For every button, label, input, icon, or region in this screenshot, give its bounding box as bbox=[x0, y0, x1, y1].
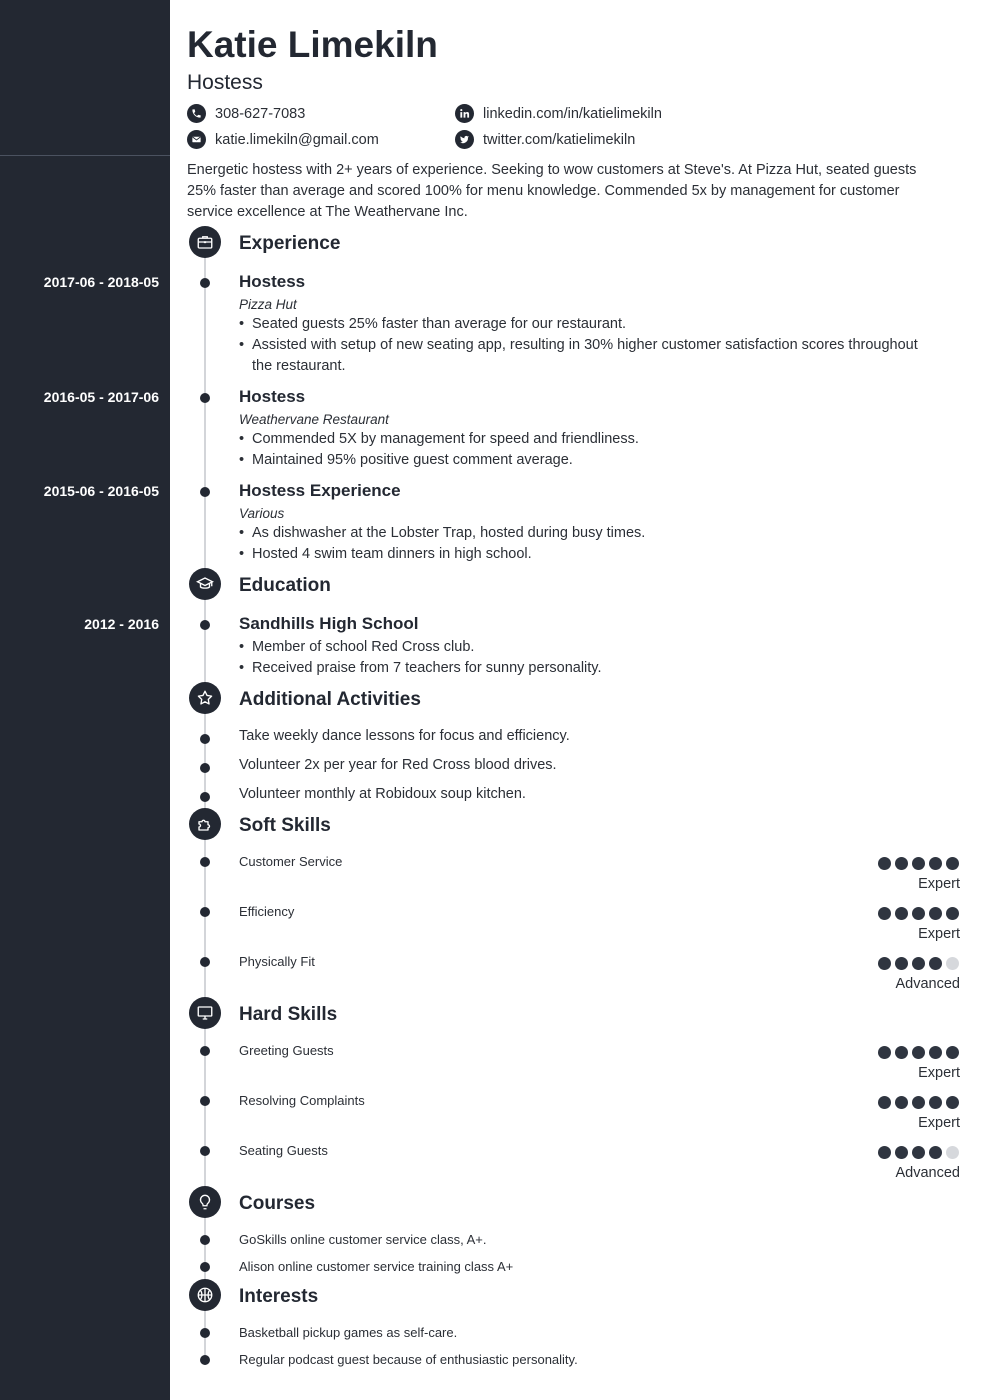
timeline-dot bbox=[200, 620, 210, 630]
interest-item-2: Regular podcast guest because of enthusiastic personality. bbox=[239, 1352, 578, 1367]
briefcase-icon bbox=[189, 226, 221, 258]
hard-skill-rating-2 bbox=[878, 1096, 959, 1109]
rating-dot-filled bbox=[912, 857, 925, 870]
experience-role-2: Hostess bbox=[239, 387, 306, 406]
sidebar-divider bbox=[0, 155, 170, 156]
list-item: • Member of school Red Cross club. bbox=[239, 637, 929, 658]
experience-date-2: 2016-05 - 2017-06 bbox=[43, 389, 159, 405]
timeline-dot bbox=[200, 1146, 210, 1156]
rating-dot-filled bbox=[929, 907, 942, 920]
soft-skill-name-1: Customer Service bbox=[239, 854, 343, 869]
list-item: • Commended 5X by management for speed and friendliness. bbox=[239, 429, 929, 450]
hard-skill-name-1: Greeting Guests bbox=[239, 1043, 334, 1058]
activity-item-2: Volunteer 2x per year for Red Cross blood drives. bbox=[239, 757, 557, 773]
rating-dot-filled bbox=[895, 857, 908, 870]
timeline-dot bbox=[200, 278, 210, 288]
experience-role-3: Hostess Experience bbox=[239, 481, 401, 500]
email-icon bbox=[187, 130, 206, 149]
profile-summary: Energetic hostess with 2+ years of experience. Seeking to wow customers at Steve's. At Pizza Hut, seated guests 25% faster than average and scored 100% for menu knowledge. Commended 5x by management for customer service excellence at The Weathervane Inc. bbox=[187, 162, 917, 220]
soft-skill-level-1: Expert bbox=[918, 876, 960, 892]
list-item: • Assisted with setup of new seating app, resulting in 30% higher customer satisfaction scores throughout the restaurant. bbox=[239, 335, 929, 377]
timeline-dot bbox=[200, 1262, 210, 1272]
soft-skill-rating-1 bbox=[878, 857, 959, 870]
experience-bullets-2 bbox=[239, 429, 929, 471]
rating-dot-empty bbox=[946, 957, 959, 970]
rating-dot-filled bbox=[912, 1046, 925, 1059]
rating-dot-filled bbox=[878, 1146, 891, 1159]
sidebar bbox=[0, 0, 170, 1400]
rating-dot-filled bbox=[912, 907, 925, 920]
rating-dot-filled bbox=[878, 857, 891, 870]
timeline-dot bbox=[200, 1046, 210, 1056]
timeline-dot bbox=[200, 907, 210, 917]
phone-icon bbox=[187, 104, 206, 123]
soft-skill-rating-2 bbox=[878, 907, 959, 920]
timeline-dot bbox=[200, 792, 210, 802]
soft-skill-level-2: Expert bbox=[918, 926, 960, 942]
courses-heading: Courses bbox=[239, 1193, 316, 1214]
graduation-cap-icon bbox=[189, 568, 221, 600]
list-item: • Seated guests 25% faster than average for our restaurant. bbox=[239, 314, 929, 335]
rating-dot-filled bbox=[895, 957, 908, 970]
soft-skill-rating-3 bbox=[878, 957, 959, 970]
experience-org-3: Various bbox=[239, 506, 285, 521]
twitter-link[interactable]: twitter.com/katielimekiln bbox=[483, 131, 636, 148]
hard-skill-name-3: Seating Guests bbox=[239, 1143, 328, 1158]
list-item: • Received praise from 7 teachers for sunny personality. bbox=[239, 658, 929, 679]
hard-skill-level-1: Expert bbox=[918, 1065, 960, 1081]
education-date-1: 2012 - 2016 bbox=[84, 616, 159, 632]
rating-dot-filled bbox=[929, 857, 942, 870]
activity-item-1: Take weekly dance lessons for focus and efficiency. bbox=[239, 728, 570, 744]
candidate-name: Katie Limekiln bbox=[187, 24, 438, 65]
linkedin-icon bbox=[455, 104, 474, 123]
rating-dot-filled bbox=[912, 957, 925, 970]
list-item: • As dishwasher at the Lobster Trap, hosted during busy times. bbox=[239, 523, 929, 544]
hard-skills-heading: Hard Skills bbox=[239, 1004, 338, 1025]
contact-linkedin bbox=[455, 104, 662, 123]
experience-date-1: 2017-06 - 2018-05 bbox=[43, 274, 159, 290]
hard-skill-rating-3 bbox=[878, 1146, 959, 1159]
education-heading: Education bbox=[239, 575, 331, 596]
timeline-dot bbox=[200, 763, 210, 773]
timeline-dot bbox=[200, 734, 210, 744]
rating-dot-filled bbox=[912, 1146, 925, 1159]
experience-bullets-3 bbox=[239, 523, 929, 565]
soft-skill-level-3: Advanced bbox=[895, 976, 960, 992]
monitor-icon bbox=[189, 997, 221, 1029]
education-bullets-1 bbox=[239, 637, 929, 679]
hard-skill-name-2: Resolving Complaints bbox=[239, 1093, 365, 1108]
rating-dot-filled bbox=[946, 857, 959, 870]
rating-dot-filled bbox=[946, 1096, 959, 1109]
list-item: • Hosted 4 swim team dinners in high school. bbox=[239, 544, 929, 565]
job-title: Hostess bbox=[187, 71, 263, 94]
course-item-1: GoSkills online customer service class, A+. bbox=[239, 1232, 487, 1247]
soft-skill-name-3: Physically Fit bbox=[239, 954, 315, 969]
experience-heading: Experience bbox=[239, 233, 341, 254]
linkedin-link[interactable]: linkedin.com/in/katielimekiln bbox=[483, 105, 662, 122]
rating-dot-filled bbox=[895, 1146, 908, 1159]
lightbulb-icon bbox=[189, 1186, 221, 1218]
rating-dot-filled bbox=[895, 1046, 908, 1059]
star-icon bbox=[189, 682, 221, 714]
experience-role-1: Hostess bbox=[239, 272, 306, 291]
timeline-dot bbox=[200, 487, 210, 497]
activity-item-3: Volunteer monthly at Robidoux soup kitchen. bbox=[239, 786, 526, 802]
course-item-2: Alison online customer service training class A+ bbox=[239, 1259, 514, 1274]
timeline-dot bbox=[200, 1355, 210, 1365]
rating-dot-filled bbox=[895, 1096, 908, 1109]
rating-dot-filled bbox=[946, 1046, 959, 1059]
timeline-dot bbox=[200, 957, 210, 967]
rating-dot-filled bbox=[878, 957, 891, 970]
rating-dot-filled bbox=[929, 957, 942, 970]
rating-dot-filled bbox=[878, 1046, 891, 1059]
interests-heading: Interests bbox=[239, 1286, 319, 1307]
email-link[interactable]: katie.limekiln@gmail.com bbox=[215, 131, 379, 148]
rating-dot-filled bbox=[895, 907, 908, 920]
timeline-dot bbox=[200, 1235, 210, 1245]
rating-dot-filled bbox=[878, 907, 891, 920]
hard-skill-level-2: Expert bbox=[918, 1115, 960, 1131]
timeline-dot bbox=[200, 1328, 210, 1338]
hard-skill-rating-1 bbox=[878, 1046, 959, 1059]
contact-phone bbox=[187, 104, 305, 123]
rating-dot-filled bbox=[929, 1046, 942, 1059]
list-item: • Maintained 95% positive guest comment average. bbox=[239, 450, 929, 471]
twitter-icon bbox=[455, 130, 474, 149]
rating-dot-filled bbox=[912, 1096, 925, 1109]
rating-dot-filled bbox=[929, 1096, 942, 1109]
contact-twitter bbox=[455, 130, 635, 149]
puzzle-icon bbox=[189, 808, 221, 840]
basketball-icon bbox=[189, 1279, 221, 1311]
education-school-1: Sandhills High School bbox=[239, 614, 419, 633]
rating-dot-filled bbox=[878, 1096, 891, 1109]
experience-date-3: 2015-06 - 2016-05 bbox=[43, 483, 159, 499]
timeline-dot bbox=[200, 393, 210, 403]
rating-dot-filled bbox=[946, 907, 959, 920]
contact-email bbox=[187, 130, 379, 149]
timeline-dot bbox=[200, 1096, 210, 1106]
experience-org-1: Pizza Hut bbox=[239, 297, 297, 312]
timeline-dot bbox=[200, 857, 210, 867]
soft-skills-heading: Soft Skills bbox=[239, 815, 331, 836]
rating-dot-filled bbox=[929, 1146, 942, 1159]
soft-skill-name-2: Efficiency bbox=[239, 904, 295, 919]
experience-bullets-1 bbox=[239, 314, 929, 377]
interest-item-1: Basketball pickup games as self-care. bbox=[239, 1325, 458, 1340]
hard-skill-level-3: Advanced bbox=[895, 1165, 960, 1181]
experience-org-2: Weathervane Restaurant bbox=[239, 412, 389, 427]
activities-heading: Additional Activities bbox=[239, 689, 421, 710]
rating-dot-empty bbox=[946, 1146, 959, 1159]
phone-text: 308-627-7083 bbox=[215, 105, 306, 122]
